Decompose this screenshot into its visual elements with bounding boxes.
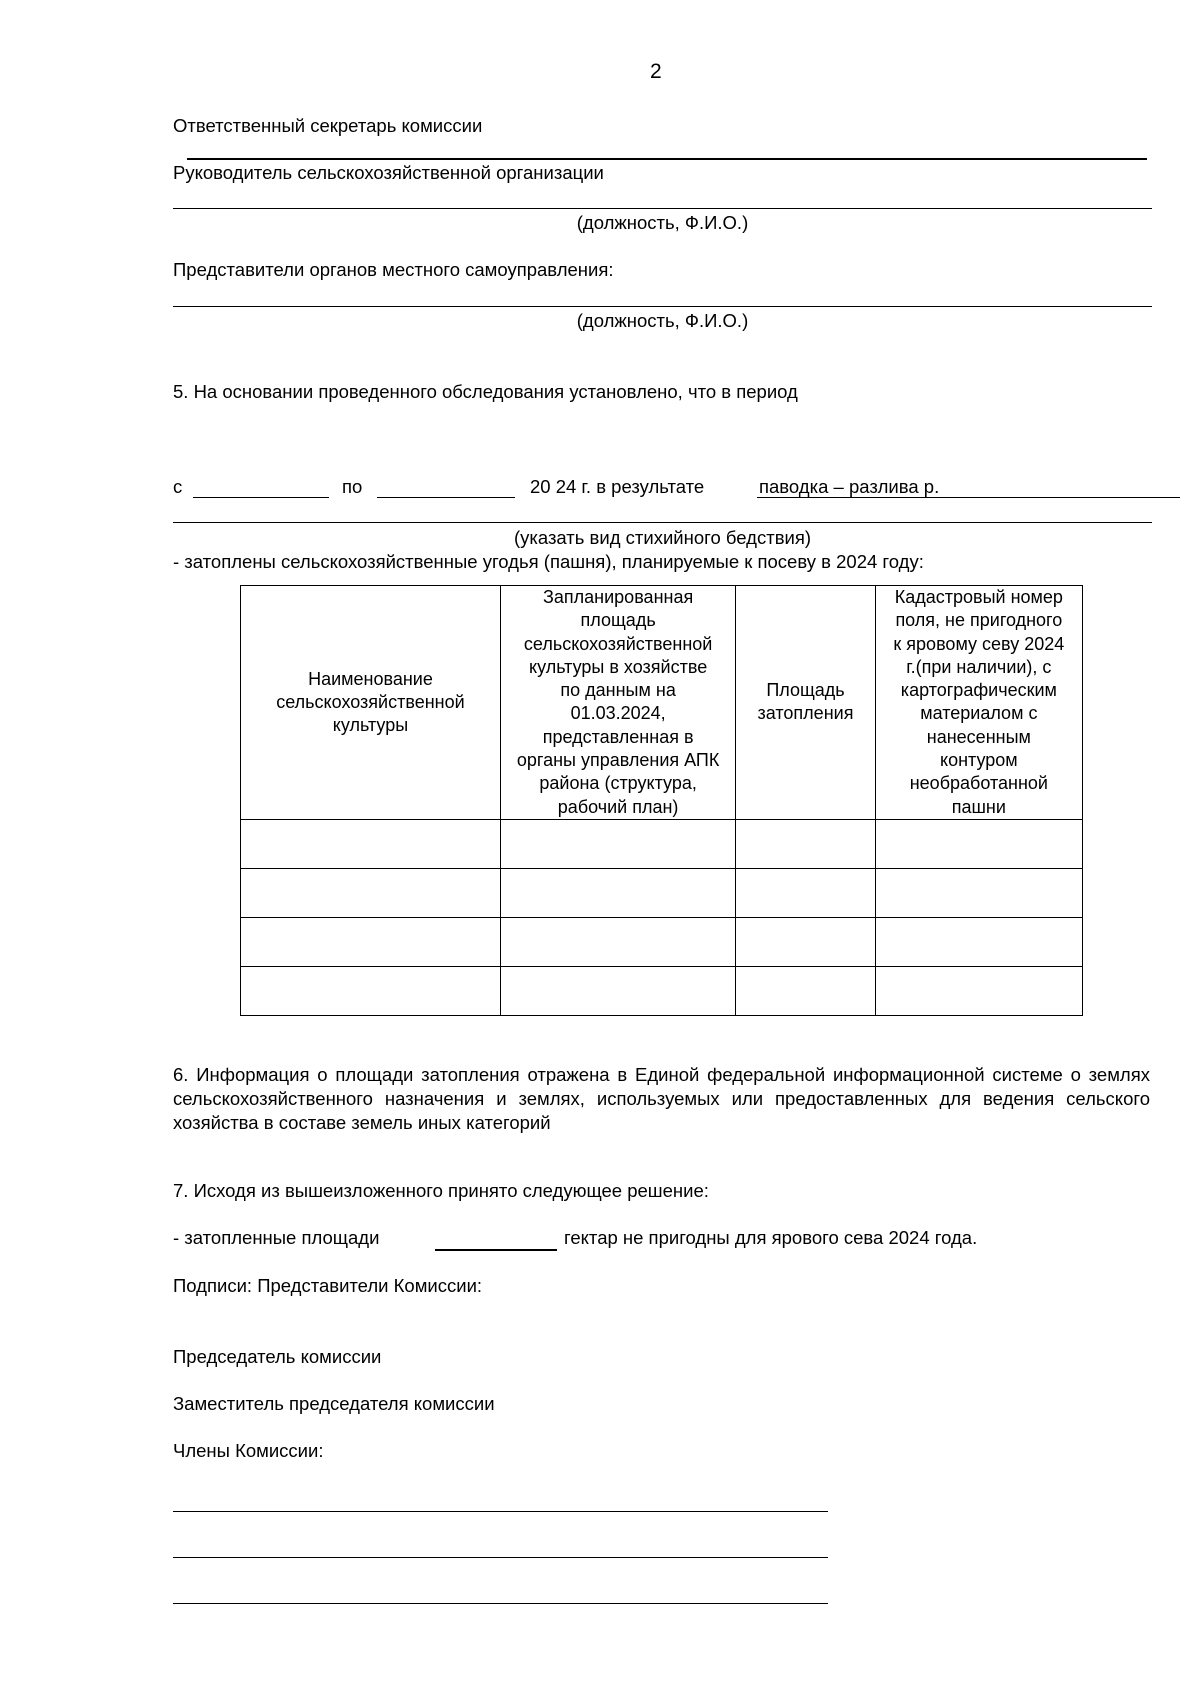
table-cell[interactable] xyxy=(500,917,735,966)
table-cell[interactable] xyxy=(241,819,501,868)
local-reps-label: Представители органов местного самоуправления: xyxy=(173,259,614,280)
table-cell[interactable] xyxy=(500,966,735,1015)
header-crop-name: Наименование сельскохозяйственной культуры xyxy=(241,586,501,820)
table-header-row xyxy=(241,586,1083,820)
org-head-signature-line xyxy=(173,208,1152,209)
disaster-value: паводка – разлива р. xyxy=(759,476,940,497)
table-cell[interactable] xyxy=(736,819,875,868)
table-cell[interactable] xyxy=(736,966,875,1015)
table-cell[interactable] xyxy=(875,917,1082,966)
table-row xyxy=(241,917,1083,966)
secretary-signature-line xyxy=(187,158,1147,160)
position-caption-2: (должность, Ф.И.О.) xyxy=(576,310,749,331)
member-signature-line[interactable] xyxy=(173,1603,828,1604)
table-row xyxy=(241,966,1083,1015)
period-from-label: с xyxy=(173,476,183,497)
period-from-field[interactable] xyxy=(193,497,329,498)
table-cell[interactable] xyxy=(500,819,735,868)
flood-table xyxy=(240,585,1083,1016)
header-planned-area: Запланированная площадь сельскохозяйственной культуры в хозяйстве по данным на 01.03.2024, представленная в органы управления АПК района (структура, рабочий план) xyxy=(500,586,735,820)
table-row xyxy=(241,868,1083,917)
table-cell[interactable] xyxy=(875,966,1082,1015)
secretary-label: Ответственный секретарь комиссии xyxy=(173,115,483,136)
disaster-field-line[interactable] xyxy=(757,497,1180,498)
table-cell[interactable] xyxy=(500,868,735,917)
page-number: 2 xyxy=(650,60,662,83)
deputy-label: Заместитель председателя комиссии xyxy=(173,1393,495,1414)
local-reps-signature-line xyxy=(173,306,1152,307)
position-caption-1: (должность, Ф.И.О.) xyxy=(576,212,749,233)
member-signature-line[interactable] xyxy=(173,1511,828,1512)
chairman-label: Председатель комиссии xyxy=(173,1346,382,1367)
table-row xyxy=(241,819,1083,868)
flooded-text: - затоплены сельскохозяйственные угодья (пашня), планируемые к посеву в 2024 году: xyxy=(173,551,924,572)
decision-prefix: - затопленные площади xyxy=(173,1227,380,1248)
table-cell[interactable] xyxy=(241,966,501,1015)
header-cadastral-number: Кадастровый номер поля, не пригодного к яровому севу 2024 г.(при наличии), с картографическим материалом с нанесенным контуром необработанной пашни xyxy=(875,586,1082,820)
table-cell[interactable] xyxy=(241,917,501,966)
table-cell[interactable] xyxy=(875,819,1082,868)
table-cell[interactable] xyxy=(736,917,875,966)
period-to-field[interactable] xyxy=(377,497,515,498)
disaster-second-line xyxy=(173,522,1152,523)
period-to-label: по xyxy=(342,476,363,497)
decision-suffix: гектар не пригодны для ярового сева 2024 года. xyxy=(564,1227,978,1248)
header-flood-area: Площадь затопления xyxy=(736,586,875,820)
members-label: Члены Комиссии: xyxy=(173,1440,324,1461)
signatures-label: Подписи: Представители Комиссии: xyxy=(173,1275,483,1296)
decision-area-field[interactable] xyxy=(435,1249,557,1251)
disaster-caption: (указать вид стихийного бедствия) xyxy=(513,527,812,548)
table-cell[interactable] xyxy=(241,868,501,917)
table-cell[interactable] xyxy=(875,868,1082,917)
item6-text: 6. Информация о площади затопления отражена в Единой федеральной информационной системе о землях сельскохозяйственного назначения и землях, используемых или предоставленных для ведения сельского хозяйства в составе земель иных категорий xyxy=(173,1064,1150,1133)
member-signature-line[interactable] xyxy=(173,1557,828,1558)
item5-text: 5. На основании проведенного обследования установлено, что в период xyxy=(173,381,798,402)
period-year-text: 20 24 г. в результате xyxy=(530,476,705,497)
table-cell[interactable] xyxy=(736,868,875,917)
item7-text: 7. Исходя из вышеизложенного принято следующее решение: xyxy=(173,1180,709,1201)
org-head-label: Руководитель сельскохозяйственной организации xyxy=(173,162,604,183)
